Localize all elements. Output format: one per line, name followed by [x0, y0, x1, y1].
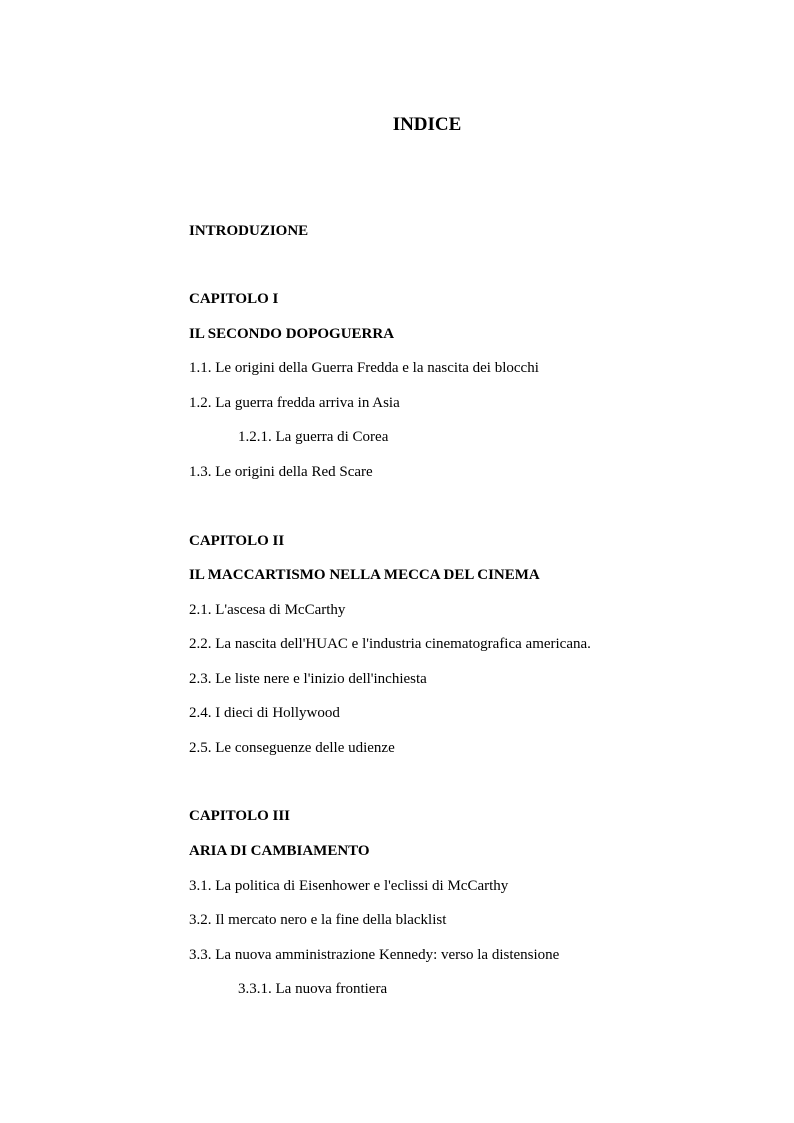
toc-entry-3-3: 3.3. La nuova amministrazione Kennedy: verso la distensione	[189, 947, 560, 963]
chapter-3-title: ARIA DI CAMBIAMENTO	[189, 843, 370, 859]
toc-entry-1-3: 1.3. Le origini della Red Scare	[189, 464, 373, 480]
toc-entry-1-2-1: 1.2.1. La guerra di Corea	[238, 429, 389, 445]
introduction-heading: INTRODUZIONE	[189, 223, 309, 239]
toc-entry-3-2: 3.2. Il mercato nero e la fine della blacklist	[189, 912, 447, 928]
toc-entry-2-5: 2.5. Le conseguenze delle udienze	[189, 740, 395, 756]
chapter-1-title: IL SECONDO DOPOGUERRA	[189, 326, 395, 342]
toc-entry-3-1: 3.1. La politica di Eisenhower e l'eclissi di McCarthy	[189, 878, 509, 894]
page-title: INDICE	[392, 114, 462, 135]
toc-entry-2-1: 2.1. L'ascesa di McCarthy	[189, 602, 346, 618]
toc-entry-3-3-1: 3.3.1. La nuova frontiera	[238, 981, 388, 997]
toc-entry-1-1: 1.1. Le origini della Guerra Fredda e la nascita dei blocchi	[189, 360, 539, 376]
toc-entry-2-2: 2.2. La nascita dell'HUAC e l'industria cinematografica americana.	[189, 636, 591, 652]
toc-entry-1-2: 1.2. La guerra fredda arriva in Asia	[189, 395, 400, 411]
toc-entry-2-4: 2.4. I dieci di Hollywood	[189, 705, 340, 721]
chapter-2-title: IL MACCARTISMO NELLA MECCA DEL CINEMA	[189, 567, 540, 583]
chapter-1-label: CAPITOLO I	[189, 291, 279, 307]
chapter-2-label: CAPITOLO II	[189, 533, 285, 549]
toc-entry-2-3: 2.3. Le liste nere e l'inizio dell'inchiesta	[189, 671, 427, 687]
chapter-3-label: CAPITOLO III	[189, 808, 291, 824]
